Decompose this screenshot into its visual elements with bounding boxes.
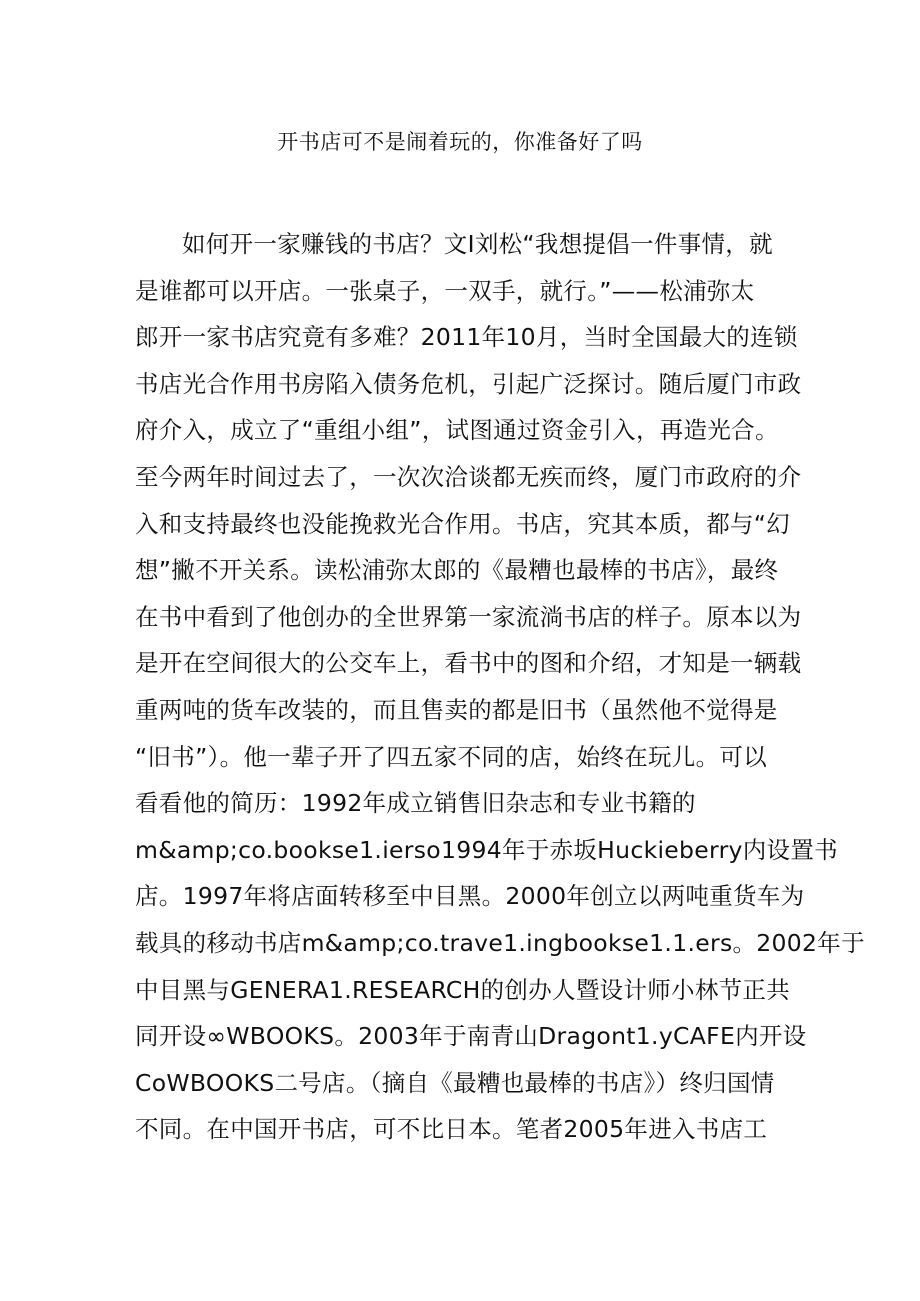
document-title: 开书店可不是闹着玩的，你准备好了吗 — [277, 130, 643, 154]
body-line: 不同。在中国开书店，可不比日本。笔者2005年进入书店工 — [135, 1115, 768, 1144]
body-line: 在书中看到了他创办的全世界第一家流淌书店的样子。原本以为 — [135, 602, 802, 631]
body-line: 郎开一家书店究竟有多难？2011年10月，当时全国最大的连锁 — [135, 323, 798, 352]
body-line: 是谁都可以开店。一张桌子，一双手，就行。”——松浦弥太 — [135, 276, 755, 305]
body-line: 看看他的简历：1992年成立销售旧杂志和专业书籍的 — [135, 789, 696, 818]
body-line: 重两吨的货车改装的，而且售卖的都是旧书（虽然他不觉得是 — [135, 695, 778, 724]
body-line: 如何开一家赚钱的书店？文I刘松“我想提倡一件事情，就 — [182, 230, 773, 258]
body-line: CoWBOOKS二号店。（摘自《最糟也最棒的书店》）终归国情 — [135, 1068, 775, 1097]
body-line: “旧书”）。他一辈子开了四五家不同的店，始终在玩儿。可以 — [135, 742, 767, 771]
body-line: 至今两年时间过去了，一次次洽谈都无疾而终，厦门市政府的介 — [135, 462, 802, 491]
body-line: 府介入，成立了“重组小组”，试图通过资金引入，再造光合。 — [135, 416, 779, 445]
body-line: 载具的移动书店m&amp;co.trave1.ingbookse1.1.ers。2002年于 — [135, 928, 865, 957]
body-line: 是开在空间很大的公交车上，看书中的图和介绍，才知是一辆载 — [135, 649, 802, 678]
body-line: m&amp;co.bookse1.ierso1994年于赤坂Huckieberry内设置书 — [135, 835, 838, 864]
body-line: 想”撇不开关系。读松浦弥太郎的《最糟也最棒的书店》，最终 — [135, 556, 779, 585]
body-line: 书店光合作用书房陷入债务危机，引起广泛探讨。随后厦门市政 — [135, 369, 802, 398]
body-line: 同开设∞WBOOKS。2003年于南青山Dragont1.yCAFE内开设 — [135, 1022, 807, 1051]
body-line: 入和支持最终也没能挽救光合作用。书店，究其本质，都与“幻 — [135, 509, 791, 538]
document-body — [135, 221, 865, 1153]
body-line: 中目黑与GENERA1.RESEARCH的创办人暨设计师小林节正共 — [135, 975, 791, 1004]
body-line: 店。1997年将店面转移至中目黑。2000年创立以两吨重货车为 — [135, 882, 805, 911]
